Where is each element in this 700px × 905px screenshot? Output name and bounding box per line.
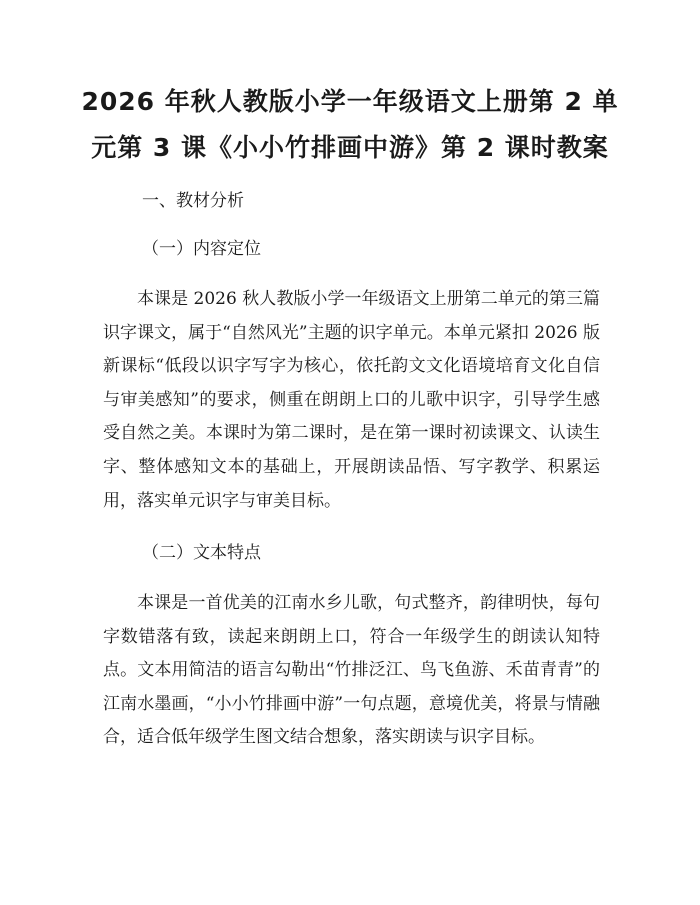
title-line-2: 元第 3 课《小小竹排画中游》第 2 课时教案 [91,133,609,162]
paragraph-text-features: 本课是一首优美的江南水乡儿歌，句式整齐，韵律明快，每句字数错落有致，读起来朗朗上口，符合一年级学生的朗读认知特点。文本用简洁的语言勾勒出“竹排泛江、鸟飞鱼游、禾苗青青”的江南水墨画，“小小竹排画中游”一句点题，意境优美，将景与情融合，适合低年级学生图文结合想象，落实朗读与识字目标。 [103,593,600,748]
subsection-heading-content-positioning: （一）内容定位 [142,239,261,259]
subsection-heading-text-features: （二）文本特点 [142,543,261,563]
title-line-1: 2026 年秋人教版小学一年级语文上册第 2 单 [81,87,619,116]
paragraph-content-positioning: 本课是 2026 秋人教版小学一年级语文上册第二单元的第三篇识字课文，属于“自然风光”主题的识字单元。本单元紧扣 2026 版新课标“低段以识字写字为核心，依托韵文文化语境培育文化自信与审美感知”的要求，侧重在朗朗上口的儿歌中识字，引导学生感受自然之美。本课时为第二课时，是在第一课时初读课文、认读生字、整体感知文本的基础上，开展朗读品悟、写字教学、积累运用，落实单元识字与审美目标。 [103,289,600,511]
section-heading-teaching-material-analysis: 一、教材分析 [142,191,244,211]
